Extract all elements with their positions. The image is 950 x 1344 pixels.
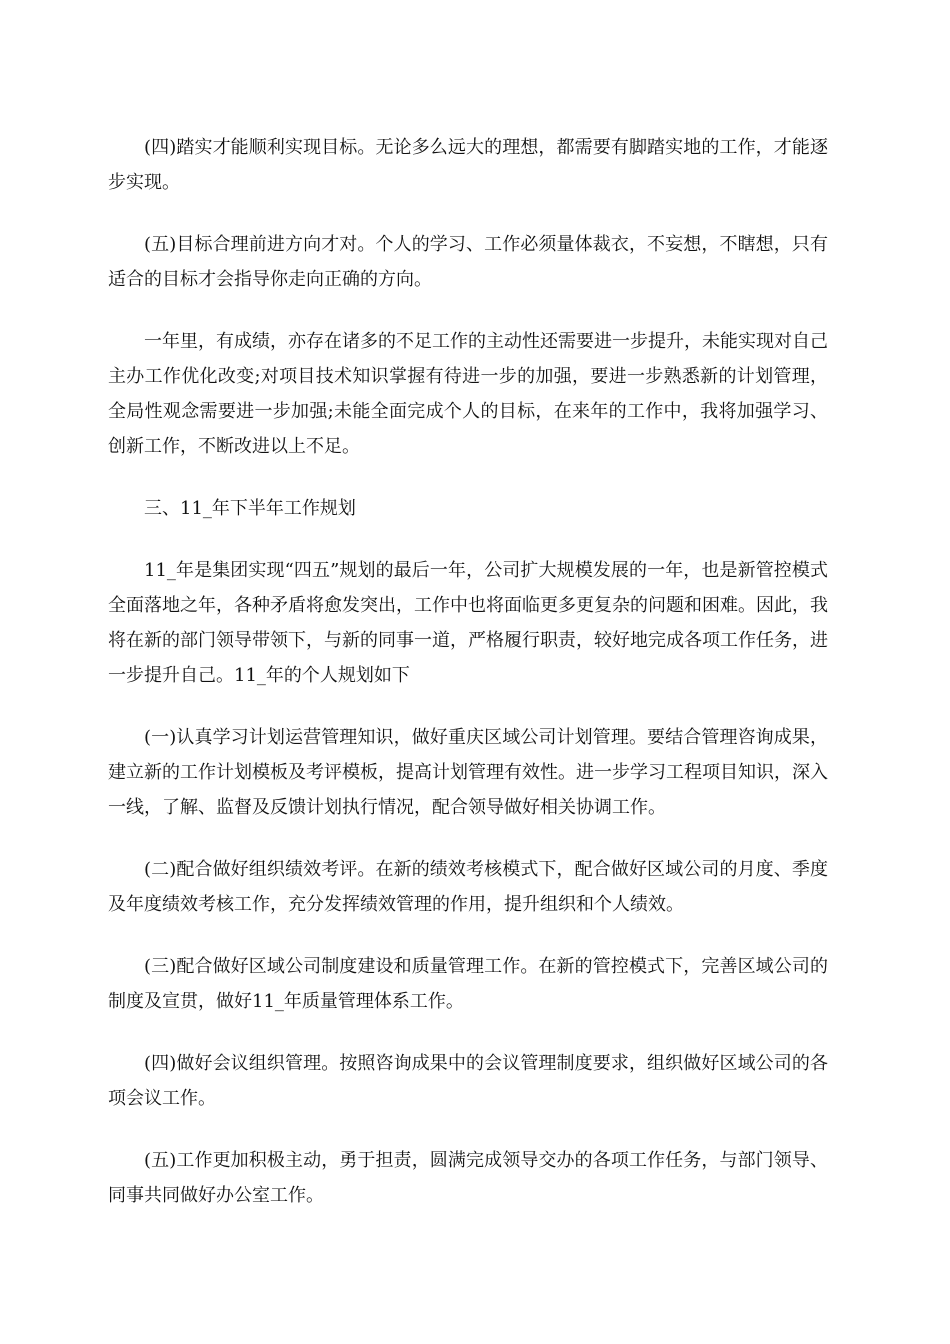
paragraph-plan-intro: 11_年是集团实现“四五”规划的最后一年，公司扩大规模发展的一年，也是新管控模式全面落地之年，各种矛盾将愈发突出，工作中也将面临更多更复杂的问题和困难。因此，我将在新的部门领导带领下，与新的同事一道，严格履行职责，较好地完成各项工作任务，进一步提升自己。11_年的个人规划如下 <box>108 560 828 686</box>
paragraph-goal-5: (五)目标合理前进方向才对。个人的学习、工作必须量体裁衣，不妄想，不瞎想，只有适合的目标才会指导你走向正确的方向。 <box>108 234 828 290</box>
document-body <box>108 130 828 1240</box>
paragraph-plan-4: (四)做好会议组织管理。按照咨询成果中的会议管理制度要求，组织做好区域公司的各项会议工作。 <box>108 1053 828 1109</box>
paragraph-plan-3: (三)配合做好区域公司制度建设和质量管理工作。在新的管控模式下，完善区域公司的制度及宣贯，做好11_年质量管理体系工作。 <box>108 956 828 1012</box>
paragraph-goal-4: (四)踏实才能顺利实现目标。无论多么远大的理想，都需要有脚踏实地的工作，才能逐步实现。 <box>108 137 828 193</box>
paragraph-plan-5: (五)工作更加积极主动，勇于担责，圆满完成领导交办的各项工作任务，与部门领导、同事共同做好办公室工作。 <box>108 1150 828 1206</box>
paragraph-plan-2: (二)配合做好组织绩效考评。在新的绩效考核模式下，配合做好区域公司的月度、季度及年度绩效考核工作，充分发挥绩效管理的作用，提升组织和个人绩效。 <box>108 859 828 915</box>
paragraph-shortcomings: 一年里，有成绩，亦存在诸多的不足工作的主动性还需要进一步提升，未能实现对自己主办工作优化改变;对项目技术知识掌握有待进一步的加强，要进一步熟悉新的计划管理，全局性观念需要进一步加强;未能全面完成个人的目标，在来年的工作中，我将加强学习、创新工作，不断改进以上不足。 <box>108 331 828 457</box>
paragraph-plan-1: (一)认真学习计划运营管理知识，做好重庆区域公司计划管理。要结合管理咨询成果，建立新的工作计划模板及考评模板，提高计划管理有效性。进一步学习工程项目知识，深入一线，了解、监督及反馈计划执行情况，配合领导做好相关协调工作。 <box>108 727 828 818</box>
section-heading-plan: 三、11_年下半年工作规划 <box>144 498 356 519</box>
